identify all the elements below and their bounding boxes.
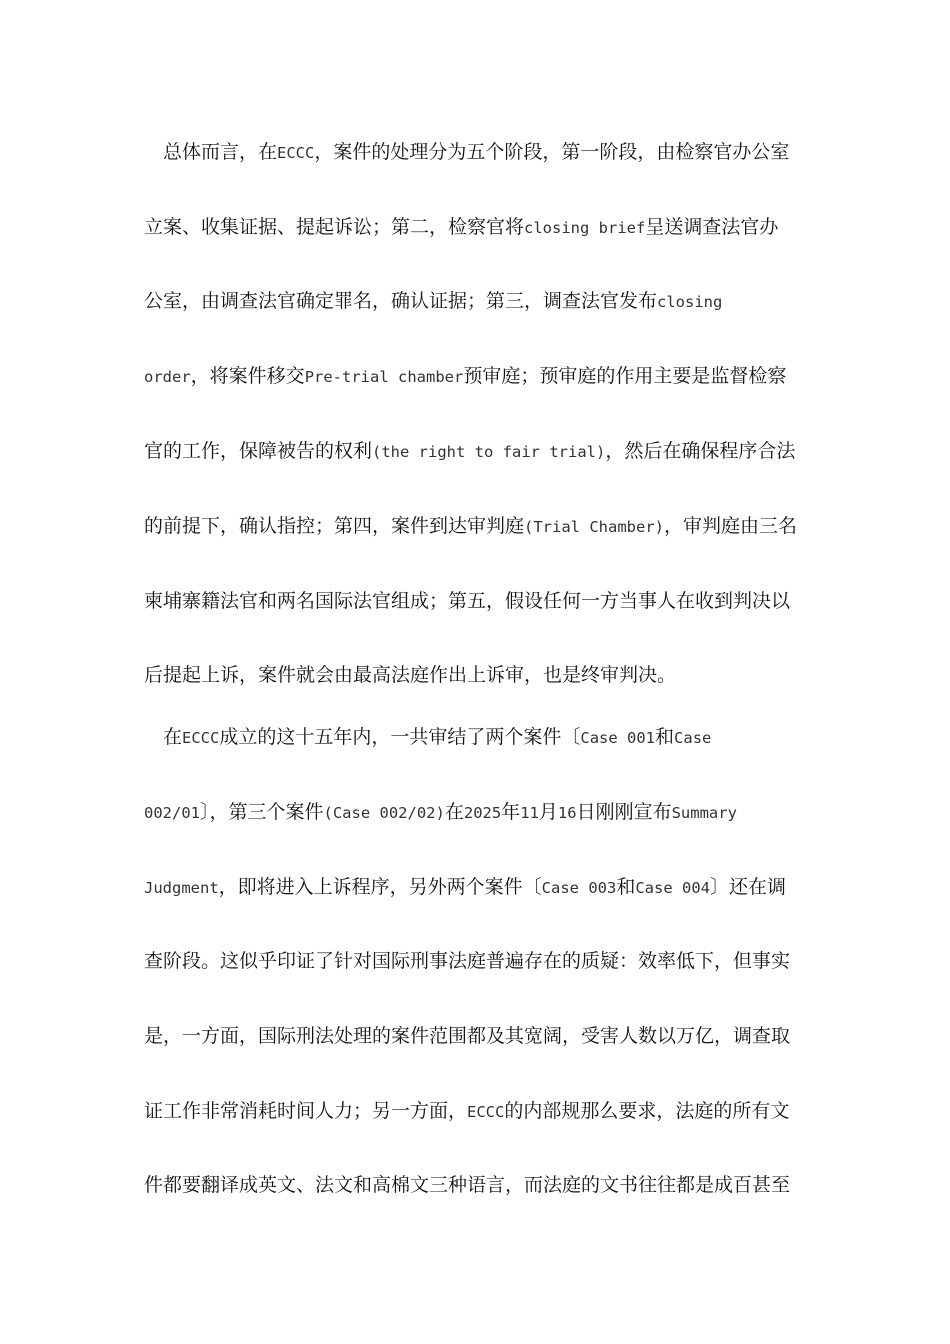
latin-text-run: (the right to fair trial) — [372, 443, 606, 461]
text-run: 件都要翻译成英文、法文和高棉文三种语言，而法庭的文书往往都是成百甚至 — [144, 1174, 791, 1196]
text-run: 在 — [163, 726, 183, 748]
latin-text-run: 11 — [520, 804, 539, 822]
text-run: 成立的这十五年内，一共审结了两个案件〔 — [219, 726, 581, 748]
latin-text-run: Case 001 — [580, 729, 656, 747]
latin-text-run: 002/01 — [144, 804, 200, 822]
latin-text-run: order — [144, 368, 191, 386]
text-run: 日刚刚宣布 — [576, 801, 672, 823]
text-run: 和 — [616, 876, 636, 898]
latin-text-run: ECCC — [277, 144, 315, 162]
text-run: 立案、收集证据、提起诉讼；第二，检察官将 — [144, 216, 525, 238]
latin-text-run: (Case 002/02) — [323, 804, 445, 822]
latin-text-run: closing brief — [524, 219, 646, 237]
text-run: 呈送调查法官办 — [645, 216, 779, 238]
text-line — [144, 1097, 789, 1126]
text-line — [144, 1022, 790, 1050]
text-run: 预审庭；预审庭的作用主要是监督检察 — [463, 365, 787, 387]
text-line — [144, 587, 790, 615]
latin-text-run: Judgment — [144, 879, 219, 897]
text-line — [144, 873, 786, 902]
text-run: 和 — [655, 726, 675, 748]
text-run: 后提起上诉，案件就会由最高法庭作出上诉审，也是终审判决。 — [144, 664, 677, 686]
text-run: ，然后在确保程序合法 — [605, 440, 796, 462]
text-line — [144, 287, 722, 316]
text-line — [144, 437, 795, 466]
text-line — [144, 661, 676, 689]
text-line — [144, 512, 797, 541]
text-run: 在 — [444, 801, 464, 823]
text-line — [144, 798, 737, 827]
latin-text-run: closing — [657, 293, 723, 311]
text-run: ，案件的处理分为五个阶段，第一阶段，由检察官办公室 — [314, 141, 790, 163]
text-line — [144, 947, 790, 975]
latin-text-run: Pre-trial chamber — [304, 368, 464, 386]
text-run: ，将案件移交 — [190, 365, 305, 387]
text-run: 公室，由调查法官确定罪名，确认证据；第三，调查法官发布 — [144, 290, 658, 312]
latin-text-run: Case — [674, 729, 712, 747]
text-line — [144, 362, 786, 391]
text-run: 总体而言，在 — [163, 141, 278, 163]
text-run: 的内部规那么要求，法庭的所有文 — [504, 1100, 790, 1122]
text-run: 证工作非常消耗时间人力；另一方面， — [144, 1100, 468, 1122]
text-run: 柬埔寨籍法官和两名国际法官组成；第五，假设任何一方当事人在收到判决以 — [144, 590, 791, 612]
latin-text-run: ECCC — [182, 729, 220, 747]
latin-text-run: (Trial Chamber) — [524, 518, 664, 536]
latin-text-run: 16 — [557, 804, 577, 822]
text-run: ，审判庭由三名 — [664, 515, 798, 537]
text-run: 年 — [501, 801, 521, 823]
text-line — [163, 138, 789, 167]
latin-text-run: Case 003 — [541, 879, 617, 897]
latin-text-run: 2025 — [463, 804, 502, 822]
text-run: 官的工作，保障被告的权利 — [144, 440, 373, 462]
text-line — [144, 1171, 790, 1199]
latin-text-run: ECCC — [467, 1103, 505, 1121]
latin-text-run: Summary — [671, 804, 737, 822]
text-run: 是，一方面，国际刑法处理的案件范围都及其宽阔，受害人数以万亿，调查取 — [144, 1025, 791, 1047]
text-run: 查阶段。这似乎印证了针对国际刑事法庭普遍存在的质疑：效率低下，但事实 — [144, 950, 791, 972]
latin-text-run: Case 004 — [635, 879, 710, 897]
text-run: ，即将进入上诉程序，另外两个案件〔 — [218, 876, 542, 898]
text-run: 〕，第三个案件 — [200, 801, 324, 823]
text-run: 〕还在调 — [710, 876, 787, 898]
text-line — [144, 213, 778, 242]
text-run: 月 — [538, 801, 558, 823]
text-run: 的前提下，确认指控；第四，案件到达审判庭 — [144, 515, 525, 537]
text-line — [163, 723, 711, 752]
